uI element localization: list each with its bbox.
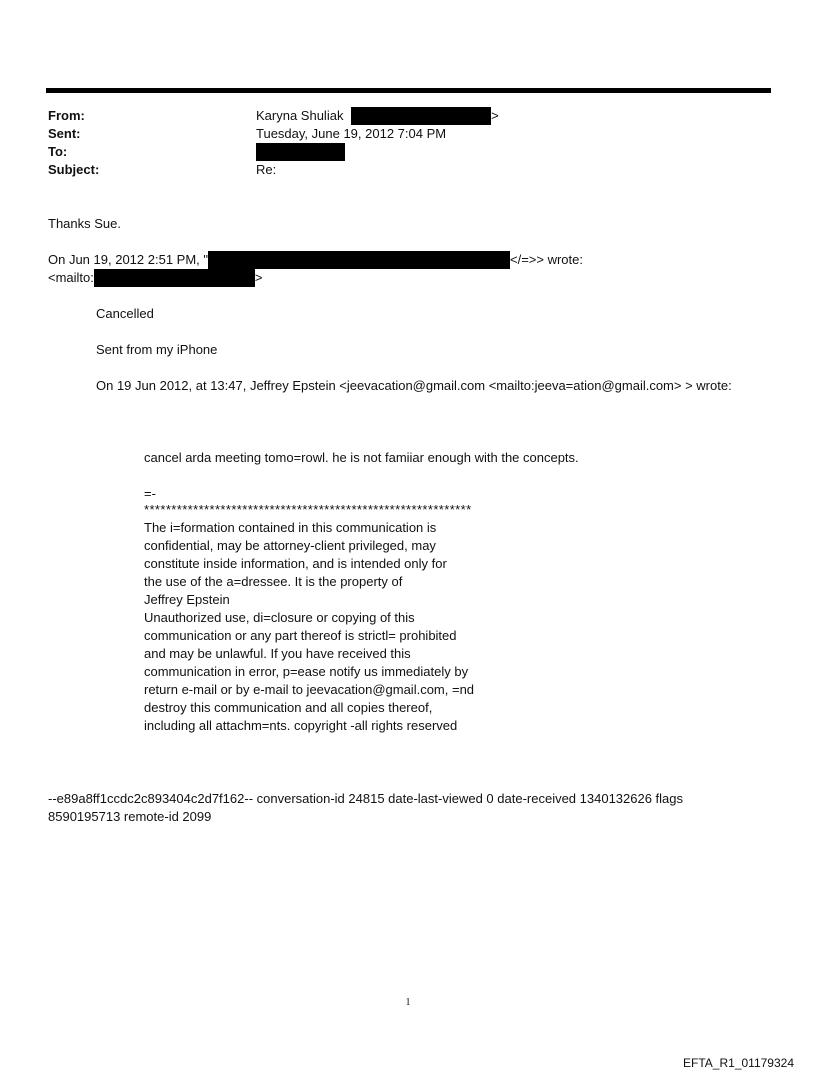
subject-value: Re:	[256, 162, 277, 177]
reply-mailto	[48, 269, 262, 287]
quote-equals: =-	[144, 486, 156, 501]
redaction-block	[351, 107, 491, 125]
redaction-block	[94, 269, 255, 287]
document-id: EFTA_R1_01179324	[683, 1056, 794, 1070]
metadata-line: --e89a8ff1ccdc2c893404c2d7f162-- conversation-id 24815 date-last-viewed 0 date-received 1340132626 flags	[48, 791, 684, 806]
from-name: Karyna Shuliak	[256, 108, 344, 123]
greeting: Thanks Sue.	[48, 216, 121, 231]
from-suffix: >	[491, 108, 499, 123]
quote-sent-from: Sent from my iPhone	[96, 342, 218, 357]
disclaimer-line: confidential, may be attorney-client privileged, may	[144, 538, 436, 553]
mailto-suffix: >	[254, 270, 263, 285]
redaction-block	[208, 251, 510, 269]
redaction-block	[256, 143, 345, 161]
metadata-line: 8590195713 remote-id 2099	[48, 809, 212, 824]
disclaimer-line: constitute inside information, and is intended only for	[144, 556, 447, 571]
page-number: 1	[405, 997, 411, 1008]
disclaimer-line: Unauthorized use, di=closure or copying of this	[144, 610, 415, 625]
quote-attribution: On 19 Jun 2012, at 13:47, Jeffrey Epstein <jeevacation@gmail.com <mailto:jeeva=ation@gmail.com> > wrote:	[96, 378, 732, 393]
from-label: From:	[48, 108, 85, 123]
sent-value: Tuesday, June 19, 2012 7:04 PM	[256, 126, 447, 141]
to-label: To:	[48, 144, 68, 159]
sent-label: Sent:	[48, 126, 81, 141]
quote-message: cancel arda meeting tomo=rowl. he is not famiiar enough with the concepts.	[144, 450, 579, 465]
header-rule	[46, 88, 771, 93]
reply-prefix: On Jun 19, 2012 2:51 PM, "	[48, 252, 208, 267]
disclaimer-line: destroy this communication and all copies thereof,	[144, 700, 433, 715]
disclaimer-line: Jeffrey Epstein	[144, 592, 230, 607]
disclaimer-line: return e-mail or by e-mail to jeevacation@gmail.com, =nd	[144, 682, 475, 697]
stars-divider: ************************************************************	[144, 502, 472, 517]
disclaimer-line: and may be unlawful. If you have received this	[144, 646, 411, 661]
disclaimer-line: communication in error, p=ease notify us immediately by	[144, 664, 469, 679]
to-value	[256, 143, 345, 161]
from-value	[256, 107, 499, 125]
mailto-prefix: <mailto:	[48, 270, 94, 285]
disclaimer	[144, 519, 624, 735]
reply-attribution	[48, 251, 583, 269]
disclaimer-line: communication or any part thereof is strictl= prohibited	[144, 628, 457, 643]
metadata-footer	[48, 790, 748, 826]
quote-cancelled: Cancelled	[96, 306, 154, 321]
subject-label: Subject:	[48, 162, 100, 177]
reply-suffix: </=>> wrote:	[510, 252, 583, 267]
disclaimer-line: The i=formation contained in this communication is	[144, 520, 437, 535]
disclaimer-line: the use of the a=dressee. It is the property of	[144, 574, 403, 589]
disclaimer-line: including all attachm=nts. copyright -all rights reserved	[144, 718, 458, 733]
